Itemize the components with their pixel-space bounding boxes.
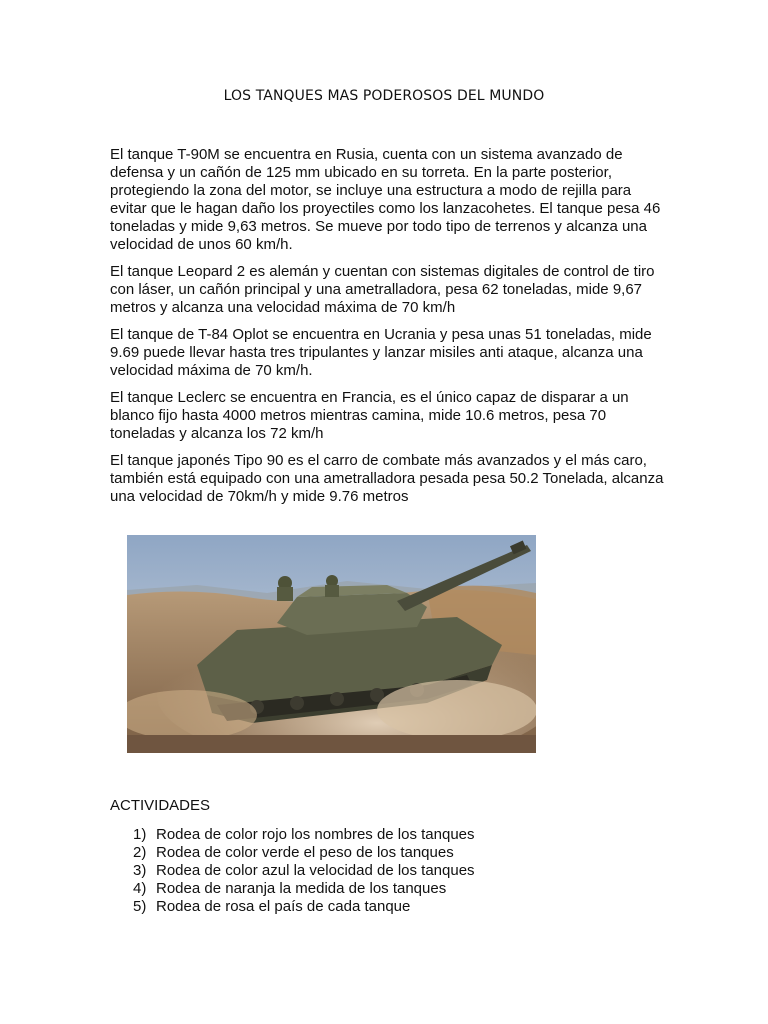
activity-item: 5) Rodea de rosa el país de cada tanque bbox=[133, 898, 411, 915]
paragraph-t84-oplot: El tanque de T-84 Oplot se encuentra en Ucrania y pesa unas 51 toneladas, mide 9.69 puede llevar hasta tres tripulantes y lanzar misiles anti ataque, alcanza una velocidad máxima de 70 km/h. bbox=[110, 326, 652, 379]
activity-item: 4) Rodea de naranja la medida de los tanques bbox=[133, 880, 447, 897]
paragraph-leclerc: El tanque Leclerc se encuentra en Francia, es el único capaz de disparar a un blanco fijo hasta 4000 metros mientras camina, mide 10.6 metros, pesa 70 toneladas y alcanza los 72 km/h bbox=[110, 389, 629, 442]
tank-photo bbox=[127, 535, 536, 753]
paragraph-tipo90: El tanque japonés Tipo 90 es el carro de combate más avanzados y el más caro, también está equipado con una ametralladora pesada pesa 50.2 Tonelada, alcanza una velocidad de 70km/h y mide 9.76 metros bbox=[110, 452, 664, 505]
activity-item: 2) Rodea de color verde el peso de los tanques bbox=[133, 844, 454, 861]
body-text bbox=[110, 146, 665, 515]
activities-list bbox=[133, 826, 475, 916]
paragraph-leopard2: El tanque Leopard 2 es alemán y cuentan con sistemas digitales de control de tiro con láser, un cañón principal y una ametralladora, pesa 62 toneladas, mide 9,67 metros y alcanza una velocidad máxima de 70 km/h bbox=[110, 263, 655, 316]
activity-item: 3) Rodea de color azul la velocidad de los tanques bbox=[133, 862, 475, 879]
activity-item: 1) Rodea de color rojo los nombres de los tanques bbox=[133, 826, 475, 843]
paragraph-t90m: El tanque T-90M se encuentra en Rusia, cuenta con un sistema avanzado de defensa y un cañón de 125 mm ubicado en su torreta. En la parte posterior, protegiendo la zona del motor, se incluye una estructura a modo de rejilla para evitar que le hagan daño los proyectiles como los lanzacohetes. El tanque pesa 46 toneladas y mide 9,63 metros. Se mueve por todo tipo de terrenos y alcanza una velocidad de unos 60 km/h. bbox=[110, 146, 661, 253]
activities-title: ACTIVIDADES bbox=[110, 797, 211, 814]
page-title: LOS TANQUES MAS PODEROSOS DEL MUNDO bbox=[223, 88, 545, 104]
